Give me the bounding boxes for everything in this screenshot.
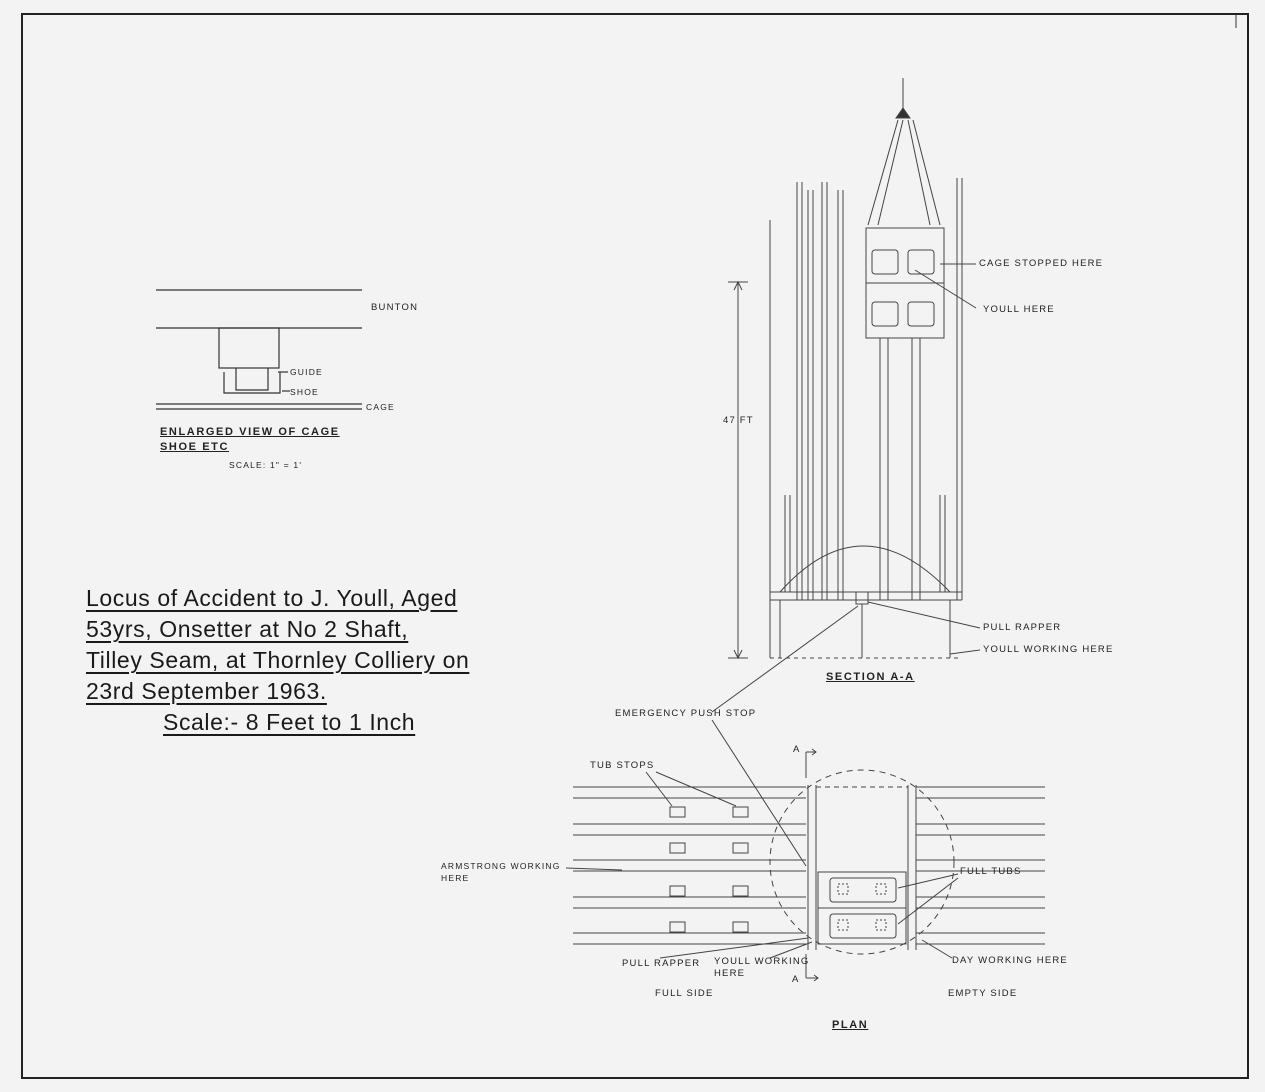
dimension-47ft: 47 FT [723,415,754,426]
section-marker-a-top: A [793,744,801,755]
armstrong-working-label: ARMSTRONG WORKING [441,861,561,871]
cage-stopped-label: CAGE STOPPED HERE [979,258,1104,269]
guide-label: GUIDE [290,367,323,377]
youll-working-plan-label: YOULL WORKING [714,956,810,967]
tub-stops-label: TUB STOPS [590,760,655,771]
title-line-4: 23rd September 1963. [86,678,327,704]
emergency-push-stop-label: EMERGENCY PUSH STOP [615,708,757,719]
shoe-label: SHOE [290,387,319,397]
enlarged-view-subtitle: SHOE ETC [160,441,230,453]
day-working-label: DAY WORKING HERE [952,955,1068,966]
youll-here-label: YOULL HERE [983,304,1055,315]
pull-rapper-section-label: PULL RAPPER [983,622,1062,633]
title-scale: Scale:- 8 Feet to 1 Inch [163,709,416,735]
full-side-label: FULL SIDE [655,988,714,999]
section-marker-a-bottom: A [792,974,800,985]
title-line-2: 53yrs, Onsetter at No 2 Shaft, [86,616,409,642]
youll-working-section-label: YOULL WORKING HERE [983,644,1114,655]
title-line-3: Tilley Seam, at Thornley Colliery on [86,647,470,673]
enlarged-view-scale: SCALE: 1" = 1' [229,460,303,470]
bunton-label: BUNTON [371,302,419,313]
pull-rapper-plan-label: PULL RAPPER [622,958,701,969]
title-line-1: Locus of Accident to J. Youll, Aged [86,585,458,611]
plan-title: PLAN [832,1019,869,1031]
full-tubs-label: FULL TUBS [960,866,1022,877]
youll-here-plan-label: HERE [714,968,746,979]
enlarged-view-title: ENLARGED VIEW OF CAGE [160,426,340,438]
empty-side-label: EMPTY SIDE [948,988,1018,999]
armstrong-here-label: HERE [441,873,470,883]
section-title: SECTION A-A [826,671,915,683]
cage-label: CAGE [366,402,395,412]
